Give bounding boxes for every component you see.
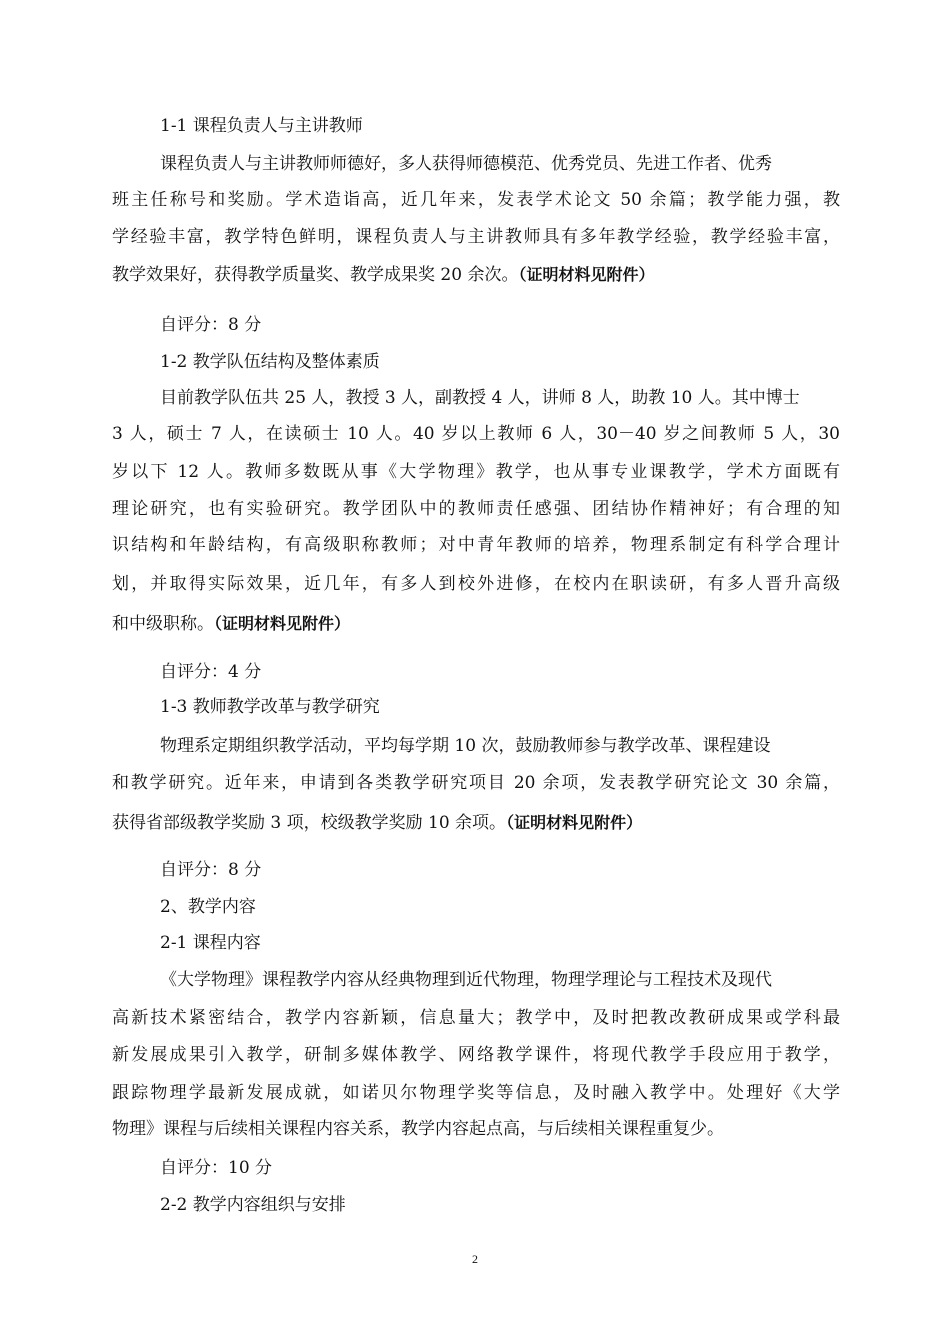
paragraph-line: 班主任称号和奖励。学术造诣高，近几年来，发表学术论文 50 余篇；教学能力强，教 xyxy=(112,190,840,210)
paragraph-line: 3 人，硕士 7 人，在读硕士 10 人。40 岁以上教师 6 人，30－40 岁之间教师 5 人，30 xyxy=(112,424,840,444)
section-1-3-heading: 1-3 教师教学改革与教学研究 xyxy=(160,697,380,717)
paragraph-text: 获得省部级教学奖励 3 项，校级教学奖励 10 余项。 xyxy=(112,813,507,833)
paragraph-line: 和教学研究。近年来，申请到各类教学研究项目 20 余项，发表教学研究论文 30 余篇， xyxy=(112,773,840,793)
page-number: 2 xyxy=(472,1252,478,1266)
self-score: 自评分：4 分 xyxy=(160,662,262,682)
paragraph-line: 识结构和年龄结构，有高级职称教师；对中青年教师的培养，物理系制定有科学合理计 xyxy=(112,535,840,555)
paragraph-line: 岁以下 12 人。教师多数既从事《大学物理》教学，也从事专业课教学，学术方面既有 xyxy=(112,462,840,482)
paragraph-line: 课程负责人与主讲教师师德好，多人获得师德模范、优秀党员、先进工作者、优秀 xyxy=(160,154,772,174)
paragraph-line-last xyxy=(112,811,642,835)
section-2-2-heading: 2-2 教学内容组织与安排 xyxy=(160,1195,346,1215)
self-score: 自评分：10 分 xyxy=(160,1158,273,1178)
attachment-note: （证明材料见附件） xyxy=(214,614,351,633)
self-score: 自评分：8 分 xyxy=(160,860,262,880)
section-2-heading: 2、教学内容 xyxy=(160,897,256,917)
paragraph-line: 学经验丰富，教学特色鲜明，课程负责人与主讲教师具有多年教学经验，教学经验丰富， xyxy=(112,227,840,247)
paragraph-line: 物理系定期组织教学活动，平均每学期 10 次，鼓励教师参与教学改革、课程建设 xyxy=(160,736,771,756)
paragraph-line: 新发展成果引入教学，研制多媒体教学、网络教学课件，将现代教学手段应用于教学， xyxy=(112,1045,840,1065)
attachment-note: （证明材料见附件） xyxy=(518,265,655,284)
section-1-1-heading: 1-1 课程负责人与主讲教师 xyxy=(160,116,363,136)
self-score: 自评分：8 分 xyxy=(160,315,262,335)
paragraph-text: 和中级职称。 xyxy=(112,614,214,634)
attachment-note: （证明材料见附件） xyxy=(506,813,643,832)
paragraph-line: 目前教学队伍共 25 人，教授 3 人，副教授 4 人，讲师 8 人，助教 10 人。其中博士 xyxy=(160,388,800,408)
section-2-1-heading: 2-1 课程内容 xyxy=(160,933,261,953)
paragraph-line-last xyxy=(112,612,350,636)
paragraph-line-last: 物理》课程与后续相关课程内容关系，教学内容起点高，与后续相关课程重复少。 xyxy=(112,1119,724,1139)
paragraph-text: 教学效果好，获得教学质量奖、教学成果奖 20 余次。 xyxy=(112,265,519,285)
paragraph-line: 划，并取得实际效果，近几年，有多人到校外进修，在校内在职读研，有多人晋升高级 xyxy=(112,574,840,594)
paragraph-line: 跟踪物理学最新发展成就，如诺贝尔物理学奖等信息，及时融入教学中。处理好《大学 xyxy=(112,1083,840,1103)
section-1-2-heading: 1-2 教学队伍结构及整体素质 xyxy=(160,352,380,372)
paragraph-line: 高新技术紧密结合，教学内容新颖，信息量大；教学中，及时把教改教研成果或学科最 xyxy=(112,1008,840,1028)
paragraph-line: 《大学物理》课程教学内容从经典物理到近代物理，物理学理论与工程技术及现代 xyxy=(160,970,772,990)
paragraph-line: 理论研究，也有实验研究。教学团队中的教师责任感强、团结协作精神好；有合理的知 xyxy=(112,499,840,519)
paragraph-line-last xyxy=(112,263,654,287)
